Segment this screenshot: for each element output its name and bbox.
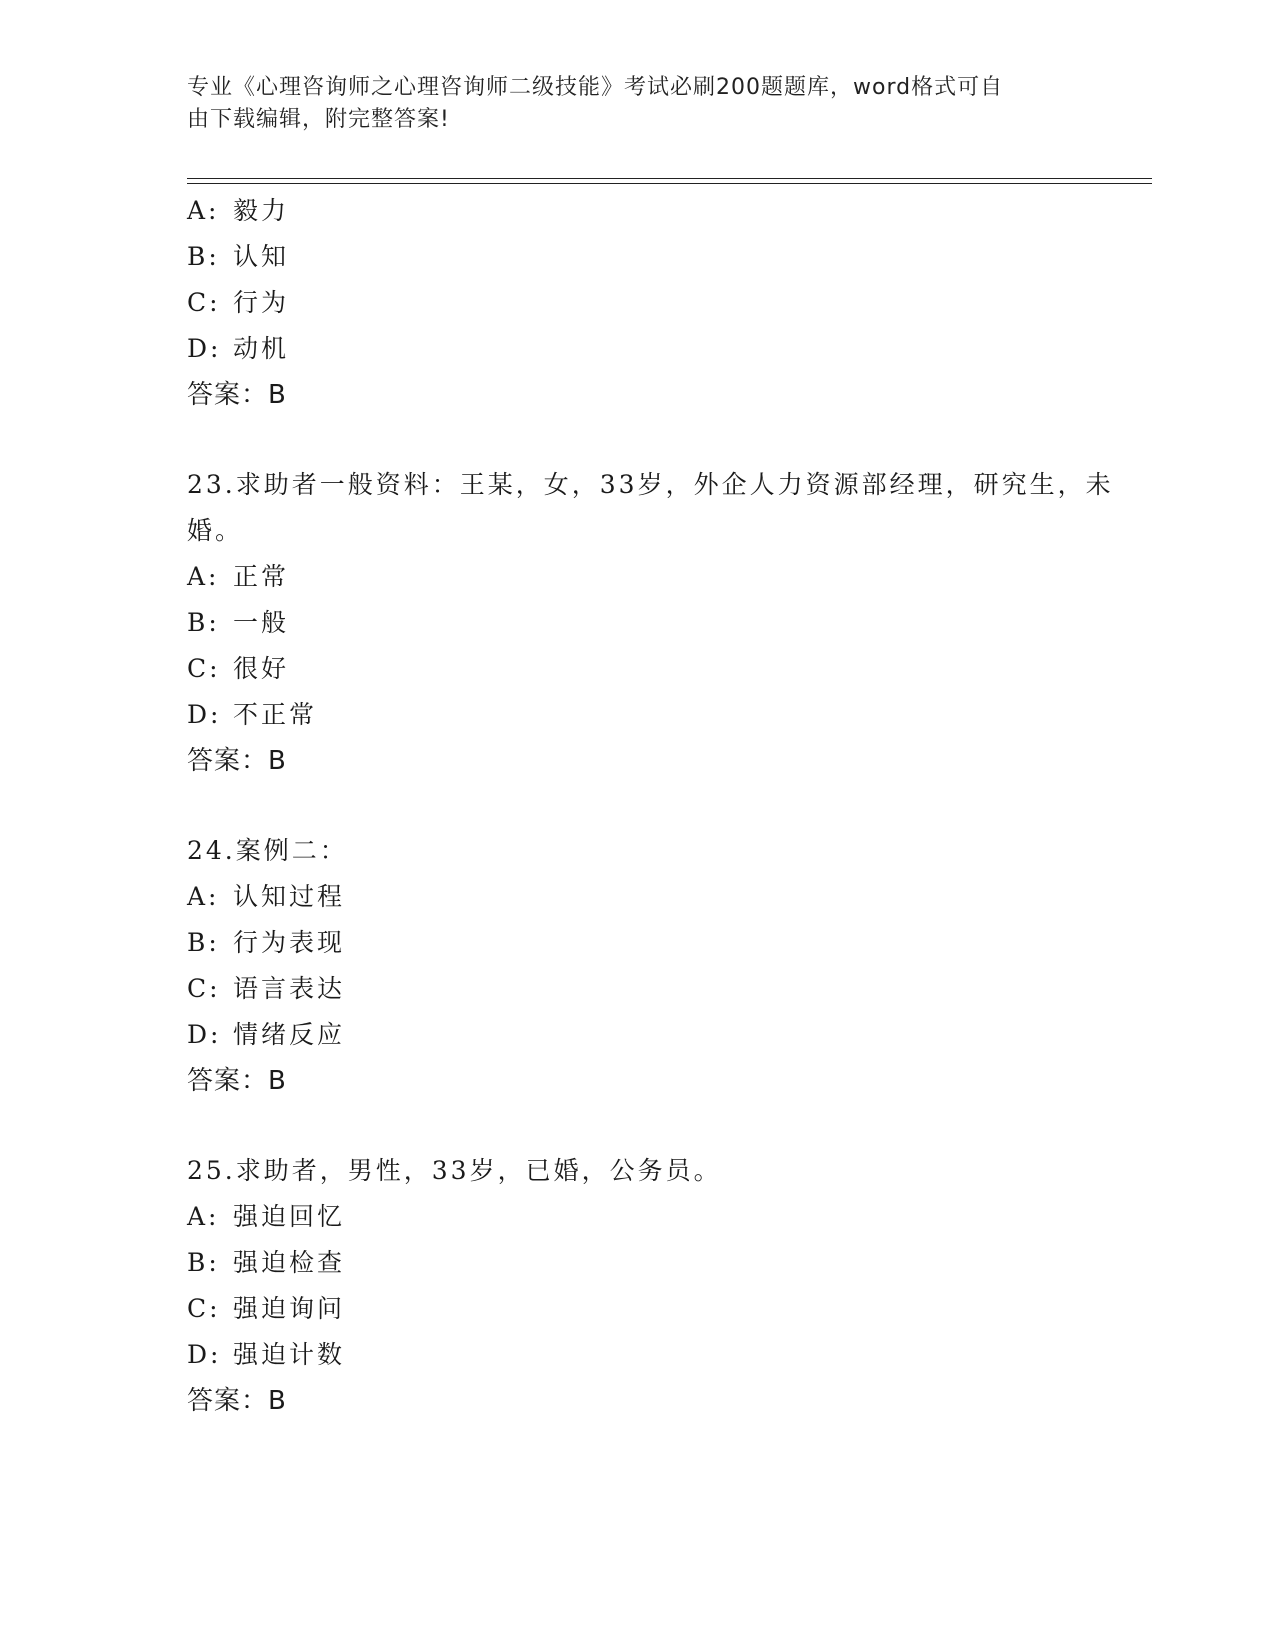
option-text: 动机: [233, 334, 290, 363]
question-block: [187, 188, 1152, 418]
option-text: 行为: [233, 288, 290, 317]
question-text: 24.案例二：: [187, 836, 348, 865]
option-text: 认知: [233, 242, 290, 271]
option-c: [187, 646, 1152, 692]
option-label: B:: [187, 1248, 220, 1277]
option-text: 情绪反应: [233, 1020, 346, 1049]
option-text: 强迫回忆: [233, 1202, 346, 1231]
question-block: [187, 462, 1152, 784]
option-label: A:: [187, 562, 220, 591]
option-label: D:: [187, 1340, 222, 1369]
option-a: [187, 874, 1152, 920]
option-d: [187, 326, 1152, 372]
question-block: [187, 828, 1152, 1104]
header-rule-bottom: [187, 183, 1152, 184]
option-text: 强迫计数: [233, 1340, 346, 1369]
option-label: A:: [187, 882, 220, 911]
option-label: C:: [187, 1294, 221, 1323]
document-header: [187, 72, 1067, 136]
option-text: 强迫检查: [233, 1248, 346, 1277]
option-b: [187, 1240, 1152, 1286]
option-text: 一般: [233, 608, 290, 637]
question-list: [187, 188, 1152, 1424]
option-label: C:: [187, 654, 221, 683]
option-c: [187, 1286, 1152, 1332]
answer-line: 答案：B: [187, 746, 287, 776]
option-text: 正常: [233, 562, 290, 591]
option-b: [187, 600, 1152, 646]
option-b: [187, 234, 1152, 280]
option-label: C:: [187, 974, 221, 1003]
option-text: 不正常: [233, 700, 318, 729]
option-label: B:: [187, 608, 220, 637]
header-line-2: 由下载编辑，附完整答案!: [187, 107, 450, 132]
header-line-1: 专业《心理咨询师之心理咨询师二级技能》考试必刷200题题库，word格式可自: [187, 75, 1004, 100]
option-a: [187, 1194, 1152, 1240]
option-text: 毅力: [233, 196, 290, 225]
option-label: B:: [187, 242, 220, 271]
answer-line: 答案：B: [187, 1386, 287, 1416]
option-d: [187, 1332, 1152, 1378]
answer-line: 答案：B: [187, 380, 287, 410]
question-block: [187, 1148, 1152, 1424]
header-rule-top: [187, 178, 1152, 179]
option-label: A:: [187, 1202, 220, 1231]
option-text: 强迫询问: [233, 1294, 346, 1323]
option-a: [187, 554, 1152, 600]
option-d: [187, 692, 1152, 738]
option-label: D:: [187, 334, 222, 363]
option-label: B:: [187, 928, 220, 957]
question-text: 25.求助者，男性，33岁，已婚，公务员。: [187, 1156, 722, 1185]
question-text: 23.求助者一般资料：王某，女，33岁，外企人力资源部经理，研究生，未婚。: [187, 470, 1114, 545]
option-text: 很好: [233, 654, 290, 683]
option-label: D:: [187, 1020, 222, 1049]
option-b: [187, 920, 1152, 966]
option-text: 行为表现: [233, 928, 346, 957]
option-c: [187, 966, 1152, 1012]
option-label: C:: [187, 288, 221, 317]
option-a: [187, 188, 1152, 234]
option-text: 语言表达: [233, 974, 346, 1003]
answer-line: 答案：B: [187, 1066, 287, 1096]
option-d: [187, 1012, 1152, 1058]
option-label: A:: [187, 196, 220, 225]
option-label: D:: [187, 700, 222, 729]
option-text: 认知过程: [233, 882, 346, 911]
option-c: [187, 280, 1152, 326]
